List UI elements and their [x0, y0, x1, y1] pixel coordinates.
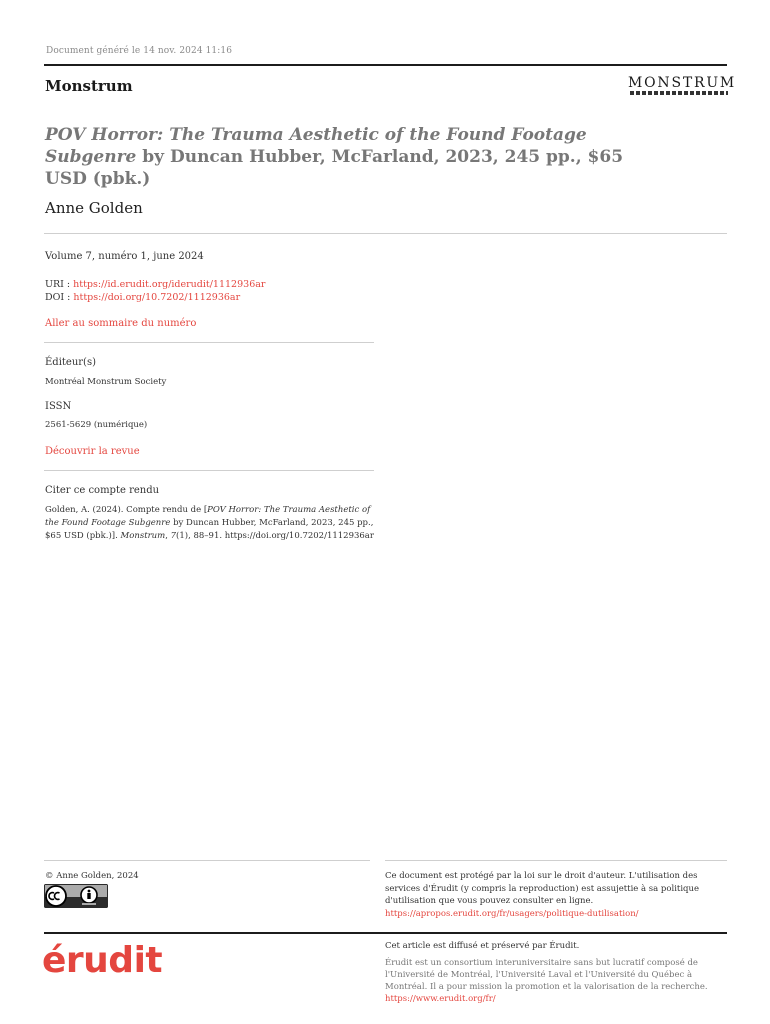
- article-title: [45, 124, 635, 190]
- journal-name: Monstrum: [45, 77, 133, 95]
- diffusion-notice: Cet article est diffusé et préservé par Érudit.: [385, 941, 580, 951]
- divider: [44, 233, 727, 234]
- uri-link[interactable]: https://id.erudit.org/iderudit/1112936ar: [73, 279, 266, 290]
- citation-middle: by Duncan Hubber, McFarland, 2023, 245 pp., $65 USD (pbk.)].: [45, 518, 374, 541]
- article-author: Anne Golden: [45, 199, 143, 217]
- rights-statement: Ce document est protégé par la loi sur le droit d'auteur. L'utilisation des services d'Érudit (y compris la reproduction) est assujettie à sa politique d'utilisation que vous pouvez consulter en ligne.: [385, 871, 699, 906]
- footer-divider: [44, 932, 727, 934]
- divider: [385, 860, 727, 861]
- usage-policy-link[interactable]: https://apropos.erudit.org/fr/usagers/politique-dutilisation/: [385, 909, 639, 919]
- citation-text: [45, 504, 385, 543]
- publisher-value: Montréal Monstrum Society: [45, 377, 167, 387]
- article-title-italic: POV Horror: The Trauma Aesthetic of the Found Footage Subgenre: [45, 125, 587, 167]
- top-divider: [44, 64, 727, 66]
- issn-heading: ISSN: [45, 401, 72, 412]
- consortium-description: Érudit est un consortium interuniversitaire sans but lucratif composé de l'Université de Montréal, l'Université Laval et l'Université du Québec à Montréal. Il a pour mission la promotion et la valorisation de la recherche.: [385, 958, 708, 992]
- erudit-logo[interactable]: érudit: [42, 940, 163, 981]
- generation-date: Document généré le 14 nov. 2024 11:16: [46, 46, 233, 56]
- uri-line: [45, 279, 265, 290]
- divider: [44, 342, 374, 343]
- erudit-website-link[interactable]: https://www.erudit.org/fr/: [385, 994, 496, 1004]
- publisher-heading: Éditeur(s): [45, 357, 96, 368]
- issn-value: 2561-5629 (numérique): [45, 420, 148, 430]
- doi-link[interactable]: https://doi.org/10.7202/1112936ar: [73, 292, 241, 303]
- journal-logo: MONSTRUM: [628, 75, 737, 91]
- citation-heading: Citer ce compte rendu: [45, 485, 160, 496]
- divider: [44, 860, 370, 861]
- citation-prefix: Golden, A. (2024). Compte rendu de [: [45, 505, 208, 515]
- doi-label: DOI :: [45, 292, 74, 303]
- toc-link[interactable]: Aller au sommaire du numéro: [45, 318, 197, 329]
- citation-journal: Monstrum: [120, 531, 166, 541]
- citation-comma: ,: [165, 531, 171, 541]
- cc-by-license-icon[interactable]: [44, 884, 108, 908]
- citation-title: POV Horror: The Trauma Aesthetic of the Found Footage Subgenre: [45, 505, 371, 528]
- divider: [44, 470, 374, 471]
- copyright-notice: © Anne Golden, 2024: [45, 871, 139, 881]
- volume-info: Volume 7, numéro 1, june 2024: [45, 251, 204, 262]
- discover-journal-link[interactable]: Découvrir la revue: [45, 446, 140, 457]
- doi-line: [45, 292, 240, 303]
- journal-logo-tagline: [630, 91, 728, 95]
- uri-label: URI :: [45, 279, 74, 290]
- article-title-rest: by Duncan Hubber, McFarland, 2023, 245 pp., $65 USD (pbk.): [45, 147, 624, 189]
- citation-suffix: (1), 88–91. https://doi.org/10.7202/1112936ar: [176, 531, 374, 541]
- citation-volume: 7: [170, 531, 177, 541]
